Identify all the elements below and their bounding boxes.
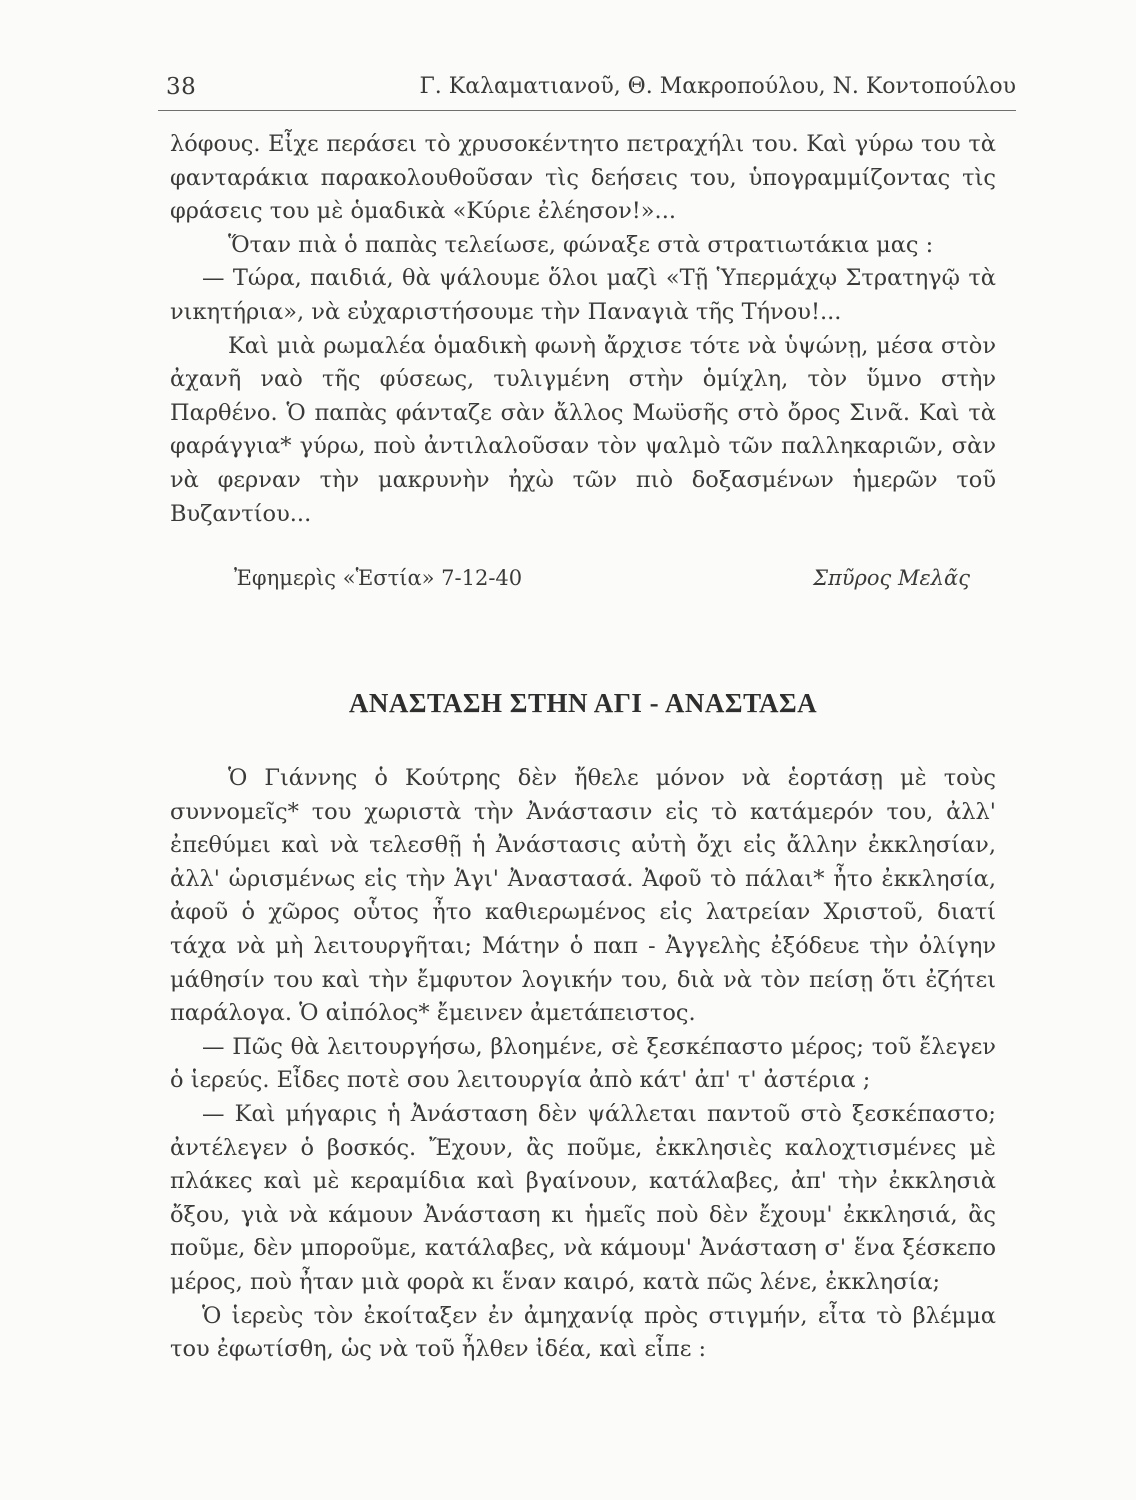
section-paragraph: Ὁ ἱερεὺς τὸν ἐκοίταξεν ἐν ἀμηχανίᾳ πρὸς στιγμήν, εἶτα τὸ βλέμμα του ἐφωτίσθη, ὡς νὰ τοῦ ἦλθεν ἰδέα, καὶ εἶπε : bbox=[170, 1302, 996, 1363]
newspaper-source: Ἐφημερὶς «Ἑστία» 7-12-40 bbox=[234, 566, 523, 590]
section-dialogue: — Πῶς θὰ λειτουργήσω, βλοημένε, σὲ ξεσκέπαστο μέρος; τοῦ ἔλεγεν ὁ ἱερεύς. Εἶδες ποτὲ σου λειτουργία ἀπὸ κάτ' ἀπ' τ' ἀστέρια ; bbox=[170, 1033, 996, 1094]
excerpt-paragraph: Ὅταν πιὰ ὁ παπὰς τελείωσε, φώναξε στὰ στρατιωτάκια μας : bbox=[228, 231, 934, 258]
section-title: ΑΝΑΣΤΑΣΗ ΣΤΗΝ ΑΓΙ - ΑΝΑΣΤΑΣΑ bbox=[348, 688, 818, 718]
excerpt-author: Σπῦρος Μελᾶς bbox=[813, 566, 970, 590]
section-paragraph: Ὁ Γιάννης ὁ Κούτρης δὲν ἤθελε μόνον νὰ ἑορτάσῃ μὲ τοὺς συννομεῖς* του χωριστὰ τὴν Ἀνάστασιν εἰς τὸ κατάμερόν του, ἀλλ' ἐπεθύμει καὶ νὰ τελεσθῇ ἡ Ἀνάστασις αὐτὴ ὄχι εἰς ἄλλην ἐκκλησίαν, ἀλλ' ὡρισμένως εἰς τὴν Ἁγι' Ἀναστασά. Ἀφοῦ τὸ πάλαι* ἦτο ἐκκλησία, ἀφοῦ ὁ χῶρος οὗτος ἦτο καθιερωμένος εἰς λατρείαν Χριστοῦ, διατί τάχα νὰ μὴ λειτουργῆται; Μάτην ὁ παπ - Ἀγγελὴς ἐξόδευε τὴν ὀλίγην μάθησίν του καὶ τὴν ἔμφυτον λογικήν του, διὰ νὰ τὸν πείσῃ ὅτι ἐζήτει παράλογα. Ὁ αἰπόλος* ἔμεινεν ἀμετάπειστος. bbox=[170, 765, 996, 1027]
excerpt-dialogue: — Τώρα, παιδιά, θὰ ψάλουμε ὅλοι μαζὶ «Τῇ Ὑπερμάχῳ Στρατηγῷ τὰ νικητήρια», νὰ εὐχαριστήσουμε τὴν Παναγιὰ τῆς Τήνου!... bbox=[170, 265, 996, 325]
excerpt-paragraph: λόφους. Εἶχε περάσει τὸ χρυσοκέντητο πετραχήλι του. Καὶ γύρω του τὰ φανταράκια παρακολουθοῦσαν τὶς δεήσεις του, ὑπογραμμίζοντας τὶς φράσεις του μὲ ὁμαδικὰ «Κύριε ἐλέησον!»... bbox=[170, 131, 996, 225]
page-number: 38 bbox=[166, 74, 197, 100]
header-authors: Γ. Καλαματιανοῦ, Θ. Μακροπούλου, Ν. Κοντοπούλου bbox=[419, 74, 1016, 99]
section-dialogue: — Καὶ μήγαρις ἡ Ἀνάσταση δὲν ψάλλεται παντοῦ στὸ ξεσκέπαστο; ἀντέλεγεν ὁ βοσκός. Ἔχουν, ἂς ποῦμε, ἐκκλησιὲς καλοχτισμένες μὲ πλάκες καὶ μὲ κεραμίδια καὶ βγαίνουν, κατάλαβες, ἀπ' τὴν ἐκκλησιὰ ὄξου, γιὰ νὰ κάμουν Ἀνάσταση κι ἡμεῖς ποὺ δὲν ἔχουμ' ἐκκλησιά, ἂς ποῦμε, δὲν μποροῦμε, κατάλαβες, νὰ κάμουμ' Ἀνάσταση σ' ἕνα ξέσκεπο μέρος, ποὺ ἦταν μιὰ φορὰ κι ἕναν καιρό, κατὰ πῶς λένε, ἐκκλησία; bbox=[170, 1100, 996, 1295]
excerpt-text bbox=[170, 128, 996, 531]
running-header bbox=[158, 70, 1016, 111]
section-text bbox=[170, 762, 996, 1367]
excerpt-paragraph: Καὶ μιὰ ρωμαλέα ὁμαδικὴ φωνὴ ἄρχισε τότε νὰ ὑψώνῃ, μέσα στὸν ἀχανῆ ναὸ τῆς φύσεως, τυλιγμένη στὴν ὁμίχλη, τὸν ὕμνο στὴν Παρθένο. Ὁ παπὰς φάνταζε σὰν ἄλλος Μωϋσῆς στὸ ὄρος Σινᾶ. Καὶ τὰ φαράγγια* γύρω, ποὺ ἀντιλαλοῦσαν τὸν ψαλμὸ τῶν παλληκαριῶν, σὰν νὰ φερναν τὴν μακρυνὴν ἠχὼ τῶν πιὸ δοξασμένων ἡμερῶν τοῦ Βυζαντίου... bbox=[170, 332, 996, 527]
